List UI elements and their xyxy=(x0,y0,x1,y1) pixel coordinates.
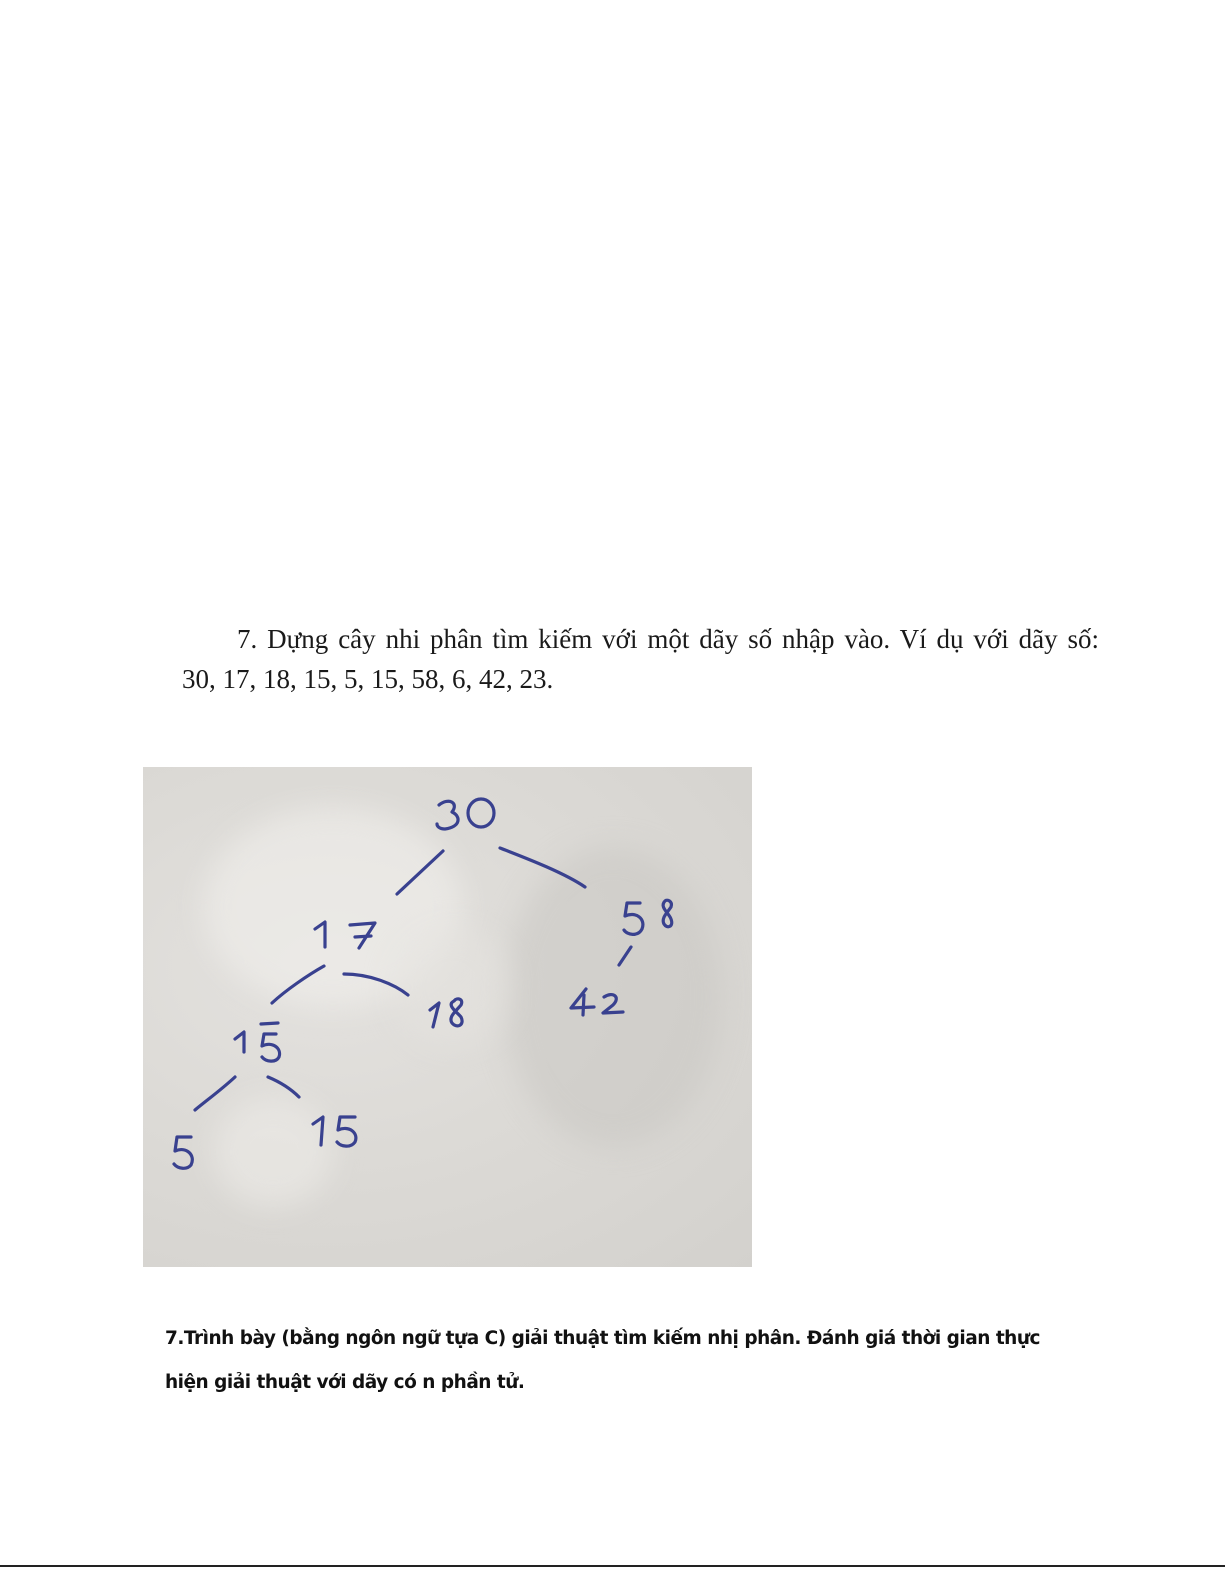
question-7-sequence-line: 30, 17, 18, 15, 5, 15, 58, 6, 42, 23. xyxy=(182,664,554,694)
handwritten-binary-search-tree-photo xyxy=(143,767,752,1267)
tree-node-5 xyxy=(174,1137,192,1168)
tree-node-18 xyxy=(430,999,462,1027)
tree-edge-30-17 xyxy=(397,851,443,894)
tree-node-42 xyxy=(571,989,623,1015)
tree-node-15-upper xyxy=(235,1023,280,1061)
question-7b-text-line-1: 7.Trình bày (bằng ngôn ngữ tựa C) giải thuật tìm kiếm nhị phân. Đánh giá thời gian thực xyxy=(165,1328,1040,1349)
tree-edge-15-15 xyxy=(268,1077,299,1097)
page-bottom-border xyxy=(0,1565,1225,1567)
tree-edge-30-58 xyxy=(500,848,585,887)
tree-node-15-lower xyxy=(313,1117,356,1146)
tree-edge-17-15 xyxy=(272,966,324,1003)
tree-drawing xyxy=(143,767,752,1267)
tree-edge-58-42 xyxy=(619,947,631,965)
tree-edge-15-5 xyxy=(195,1077,235,1110)
question-7b-text-line-2: hiện giải thuật với dãy có n phần tử. xyxy=(165,1372,525,1393)
tree-node-58 xyxy=(624,900,672,934)
tree-node-30 xyxy=(437,799,494,829)
tree-edge-17-18 xyxy=(344,974,408,995)
question-7-text-line-1: 7. Dựng cây nhi phân tìm kiếm với một dãy số nhập vào. Ví dụ với dãy số: xyxy=(237,624,1099,654)
tree-node-17 xyxy=(315,922,375,948)
